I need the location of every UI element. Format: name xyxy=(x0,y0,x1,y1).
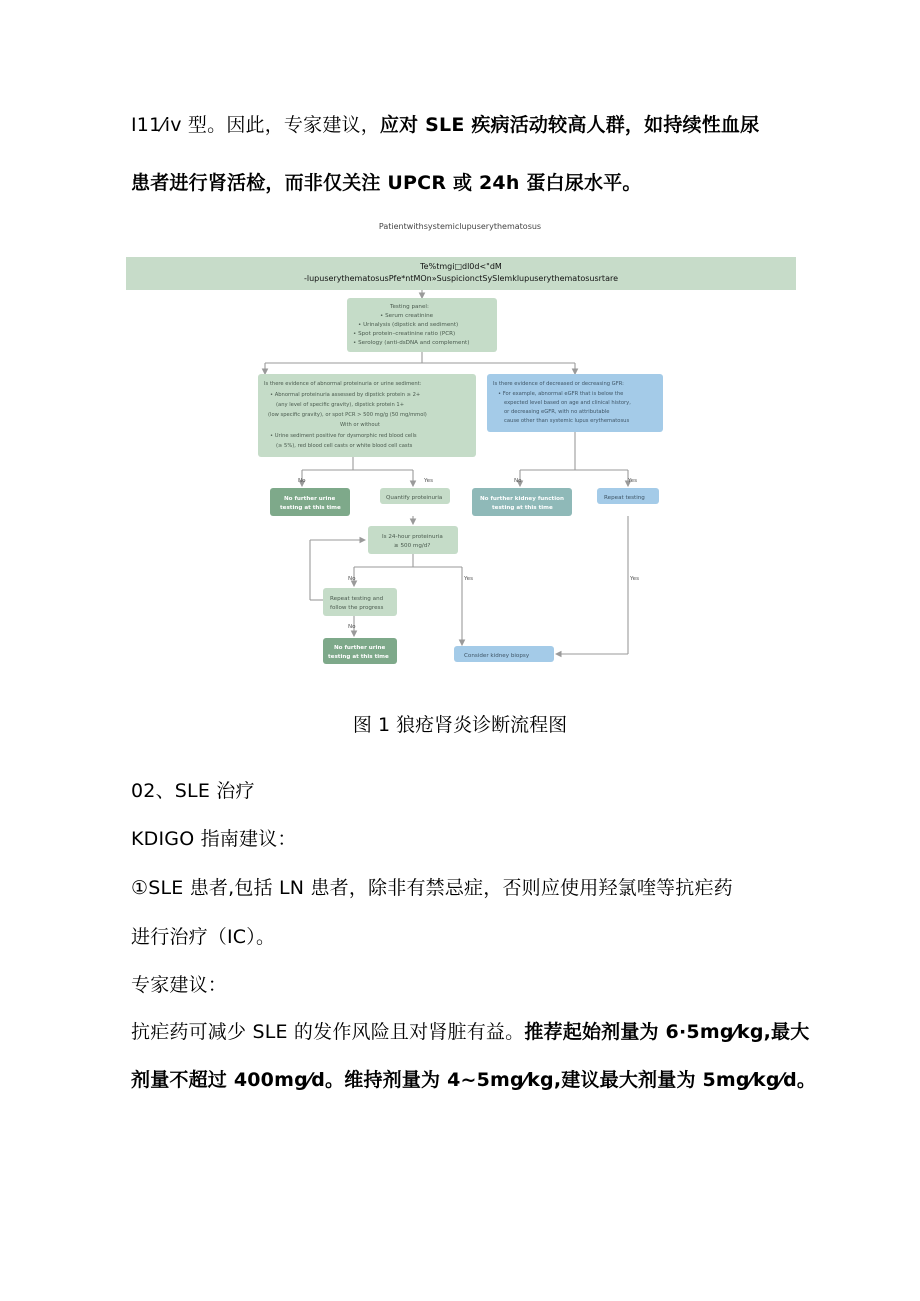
lupus-nephritis-flowchart xyxy=(240,290,680,674)
yes-label: Yes xyxy=(464,576,474,582)
no-label: No xyxy=(298,478,306,484)
yes-label: Yes xyxy=(424,478,434,484)
intro-line-1-plain: I11⁄iv 型。因此，专家建议， xyxy=(131,114,380,136)
yes-label: Yes xyxy=(628,478,638,484)
flowchart-title: Patientwithsystemiclupuserythematosus xyxy=(378,222,542,231)
gfr-line: or decreasing eGFR, with no attributable xyxy=(504,409,610,415)
figure-caption: 图 1 狼疮肾炎诊断流程图 xyxy=(352,714,568,736)
kidney-biopsy-text: Consider kidney biopsy xyxy=(464,653,530,659)
dosage-line-1 xyxy=(131,1017,809,1044)
proteinuria-line: With or without xyxy=(340,422,380,428)
no-further-kidney-text: No further kidney function testing at this time xyxy=(480,496,564,511)
quantify-proteinuria-text: Quantify proteinuria xyxy=(386,495,443,501)
testing-panel-line: • Serology (anti-dsDNA and complement) xyxy=(353,340,470,346)
proteinuria-24h-text: Is 24-hour proteinuria ≥ 500 mg/d? xyxy=(382,534,443,549)
banner-line-1: Te%tmgi□dl0d<"dM xyxy=(420,262,502,271)
expert-heading: 专家建议： xyxy=(131,974,228,996)
proteinuria-line: (any level of specific gravity), dipstick protein 1+ xyxy=(276,402,405,408)
intro-line-1 xyxy=(131,110,759,137)
kdigo-heading: KDIGO 指南建议： xyxy=(131,828,297,850)
dosage-line-2: 剂量不超过 400mg⁄d。维持剂量为 4~5mg⁄kg,建议最大剂量为 5mg⁄kg⁄d。 xyxy=(131,1069,817,1091)
flowchart-svg xyxy=(240,290,680,670)
testing-panel-line: • Spot protein–creatinine ratio (PCR) xyxy=(353,331,456,337)
recommendation-1-line-2: 进行治疗（IC）。 xyxy=(131,926,276,948)
dosage-line-1-bold: 推荐起始剂量为 6·5mg⁄kg,最大 xyxy=(524,1021,810,1043)
repeat-follow-text: Repeat testing and follow the progress xyxy=(330,596,384,611)
testing-panel-line: • Urinalysis (dipstick and sediment) xyxy=(358,322,459,328)
proteinuria-line: • Urine sediment positive for dysmorphic red blood cells xyxy=(270,433,417,439)
no-further-urine-text: No further urine testing at this time xyxy=(280,496,341,511)
recommendation-1-line-1: ①SLE 患者,包括 LN 患者，除非有禁忌症，否则应使用羟氯喹等抗疟药 xyxy=(131,877,733,899)
gfr-line: expected level based on age and clinical history, xyxy=(504,400,631,406)
proteinuria-line: (low specific gravity), or spot PCR > 500 mg/g (50 mg/mmol) xyxy=(268,412,427,418)
no-label: No xyxy=(514,478,522,484)
testing-panel-line: • Serum creatinine xyxy=(380,313,434,319)
repeat-testing-text: Repeat testing xyxy=(604,495,645,501)
proteinuria-24h-box xyxy=(368,526,458,554)
banner-line-2: -lupuserythematosusPfe*ntMOn»SuspicionctSySlemklupuserythematosusrtare xyxy=(303,274,618,283)
proteinuria-line: (≥ 5%), red blood cell casts or white blood cell casts xyxy=(276,443,413,449)
testing-panel-line: Testing panel: xyxy=(390,304,429,310)
no-further-urine-bottom-box xyxy=(323,638,397,664)
no-further-urine-bottom-text: No further urine testing at this time xyxy=(328,645,389,660)
gfr-line: • For example, abnormal eGFR that is below the xyxy=(498,391,624,397)
gfr-line: Is there evidence of decreased or decreasing GFR: xyxy=(493,381,624,387)
no-label: No xyxy=(348,576,356,582)
no-further-urine-box xyxy=(270,488,350,516)
intro-line-1-bold: 应对 SLE 疾病活动较高人群，如持续性血尿 xyxy=(379,114,760,136)
intro-line-2: 患者进行肾活检，而非仅关注 UPCR 或 24h 蛋白尿水平。 xyxy=(131,172,642,194)
proteinuria-line: • Abnormal proteinuria assessed by dipstick protein ≥ 2+ xyxy=(270,392,421,398)
proteinuria-question-text xyxy=(264,381,428,449)
flowchart-banner xyxy=(126,257,796,290)
section-heading: 02、SLE 治疗 xyxy=(131,780,255,802)
gfr-line: cause other than systemic lupus erythematosus xyxy=(504,418,630,424)
no-further-kidney-box xyxy=(472,488,572,516)
dosage-line-1-plain: 抗疟药可减少 SLE 的发作风险且对肾脏有益。 xyxy=(131,1021,525,1043)
repeat-follow-box xyxy=(323,588,397,616)
proteinuria-line: Is there evidence of abnormal proteinuria or urine sediment: xyxy=(264,381,422,387)
yes-label: Yes xyxy=(630,576,640,582)
no-label: No xyxy=(348,624,356,630)
